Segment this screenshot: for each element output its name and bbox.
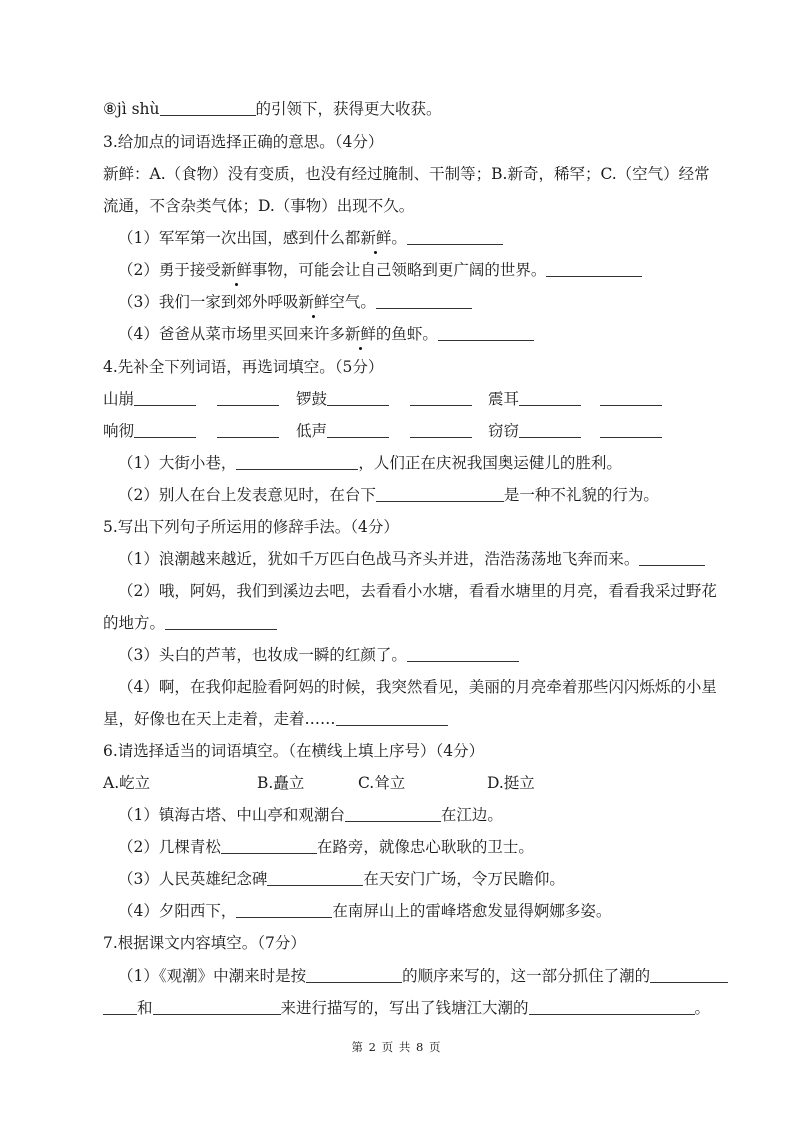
q4-word-1: 山崩 <box>103 388 196 410</box>
q3-item-2: （2）勇于接受新鲜事物，可能会让自己领略到更广阔的世界。 <box>0 259 793 281</box>
q6-sentence-3: （3）人民英雄纪念碑 在天安门广场，令万民瞻仰。 <box>118 870 565 888</box>
answer-blank[interactable] <box>267 869 363 886</box>
answer-blank[interactable] <box>650 966 728 983</box>
q5-sentence-1: （1）浪潮越来越近，犹如千万匹白色战马齐头并进，浩浩荡荡地飞奔而来。 <box>0 548 793 570</box>
q4-word-6-blank-2[interactable] <box>600 420 662 442</box>
q4-word-3: 震耳 <box>488 388 581 410</box>
q6-option-a: A.屹立 <box>103 774 151 792</box>
q6-sentence-1: （1）镇海古塔、中山亭和观潮台 在江边。 <box>118 806 503 824</box>
answer-blank[interactable] <box>376 485 504 502</box>
q7-line-1: （1）《观潮》中潮来时是按 的顺序来写的，这一部分抓住了潮的 <box>0 965 793 987</box>
q4-word-4: 响彻 <box>103 420 196 442</box>
q3-item-1: （1）军军第一次出国，感到什么都新鲜。 <box>0 227 793 249</box>
answer-blank[interactable] <box>438 324 534 341</box>
emphasized-word: 新鲜 <box>360 229 392 247</box>
q6-sentence-4: （4）夕阳西下， 在南屏山上的雷峰塔愈发显得婀娜多姿。 <box>118 902 612 920</box>
answer-blank[interactable] <box>165 613 277 630</box>
answer-blank[interactable] <box>221 837 317 854</box>
answer-blank[interactable] <box>336 709 448 726</box>
q5-title: 5.写出下列句子所运用的修辞手法。（4分） <box>103 518 399 536</box>
q4-sentence-1: （1）大街小巷， ，人们正在庆祝我国奥运健儿的胜利。 <box>118 454 622 472</box>
answer-blank[interactable] <box>345 805 441 822</box>
q5-sentence-4-line-1: （4）啊，在我仰起脸看阿妈的时候，我突然看见，美丽的月亮牵着那些闪闪烁烁的小星 <box>118 678 717 696</box>
q4-word-3-blank-2[interactable] <box>600 388 662 410</box>
q4-word-2-blank-2[interactable] <box>410 388 472 410</box>
answer-blank[interactable] <box>407 645 519 662</box>
q4-word-5: 低声 <box>296 420 389 442</box>
q5-sentence-2-line-1: （2）哦，阿妈，我们到溪边去吧，去看看小水塘，看看水塘里的月亮，看看我采过野花 <box>118 582 717 600</box>
q4-word-2: 锣鼓 <box>296 388 389 410</box>
answer-blank[interactable] <box>306 966 402 983</box>
answer-blank[interactable] <box>103 998 137 1015</box>
answer-blank[interactable] <box>639 549 705 566</box>
q3-definition-line-1: 新鲜：A.（食物）没有变质，也没有经过腌制、干制等；B.新奇，稀罕；C.（空气）经常 <box>103 165 710 183</box>
page-footer: 第 2 页 共 8 页 <box>351 1040 442 1054</box>
q6-sentence-2: （2）几棵青松 在路旁，就像忠心耿耿的卫士。 <box>118 838 534 856</box>
answer-blank[interactable] <box>153 998 281 1015</box>
q3-item-4: （4）爸爸从菜市场里买回来许多新鲜的鱼虾。 <box>0 323 793 345</box>
q3-item-3: （3）我们一家到郊外呼吸新鲜空气。 <box>0 291 793 313</box>
q5-sentence-3: （3）头白的芦苇，也妆成一瞬的红颜了。 <box>0 644 793 666</box>
q4-title: 4.先补全下列词语，再选词填空。（5分） <box>103 358 384 376</box>
answer-blank[interactable] <box>546 260 642 277</box>
q6-option-d: D.挺立 <box>487 774 535 792</box>
emphasized-word: 新鲜 <box>344 325 376 343</box>
q6-title: 6.请选择适当的词语填空。（在横线上填上序号）（4分） <box>103 742 485 760</box>
q5-sentence-2-line-2: 的地方。 <box>0 612 793 634</box>
q5-sentence-4-line-2: 星，好像也在天上走着，走着…… <box>0 708 793 730</box>
q3-title: 3.给加点的词语选择正确的意思。（4分） <box>103 133 384 151</box>
q4-word-5-blank-2[interactable] <box>410 420 472 442</box>
q7-line-2: 和 来进行描写的，写出了钱塘江大潮的 。 <box>0 997 793 1019</box>
answer-blank[interactable] <box>529 998 695 1015</box>
q4-word-1-blank-2[interactable] <box>217 388 279 410</box>
answer-blank[interactable] <box>236 453 358 470</box>
q2-item-8: ⑧jì shù 的引领下，获得更大收获。 <box>103 100 442 118</box>
q4-word-4-blank-2[interactable] <box>217 420 279 442</box>
q3-definition-line-2: 流通，不含杂类气体；D.（事物）出现不久。 <box>103 197 415 215</box>
answer-blank[interactable] <box>407 228 503 245</box>
answer-blank[interactable] <box>376 292 472 309</box>
q6-option-c: C.耸立 <box>358 774 406 792</box>
emphasized-word: 新鲜 <box>298 293 330 311</box>
emphasized-word: 新鲜 <box>220 261 252 279</box>
q4-word-6: 窃窃 <box>488 420 581 442</box>
q6-option-b: B.矗立 <box>257 774 305 792</box>
answer-blank[interactable] <box>236 901 332 918</box>
answer-blank[interactable] <box>160 99 256 116</box>
pinyin-prompt: ⑧jì shù <box>103 100 160 118</box>
q4-sentence-2: （2）别人在台上发表意见时，在台下 是一种不礼貌的行为。 <box>118 486 659 504</box>
q7-title: 7.根据课文内容填空。（7分） <box>103 934 306 952</box>
